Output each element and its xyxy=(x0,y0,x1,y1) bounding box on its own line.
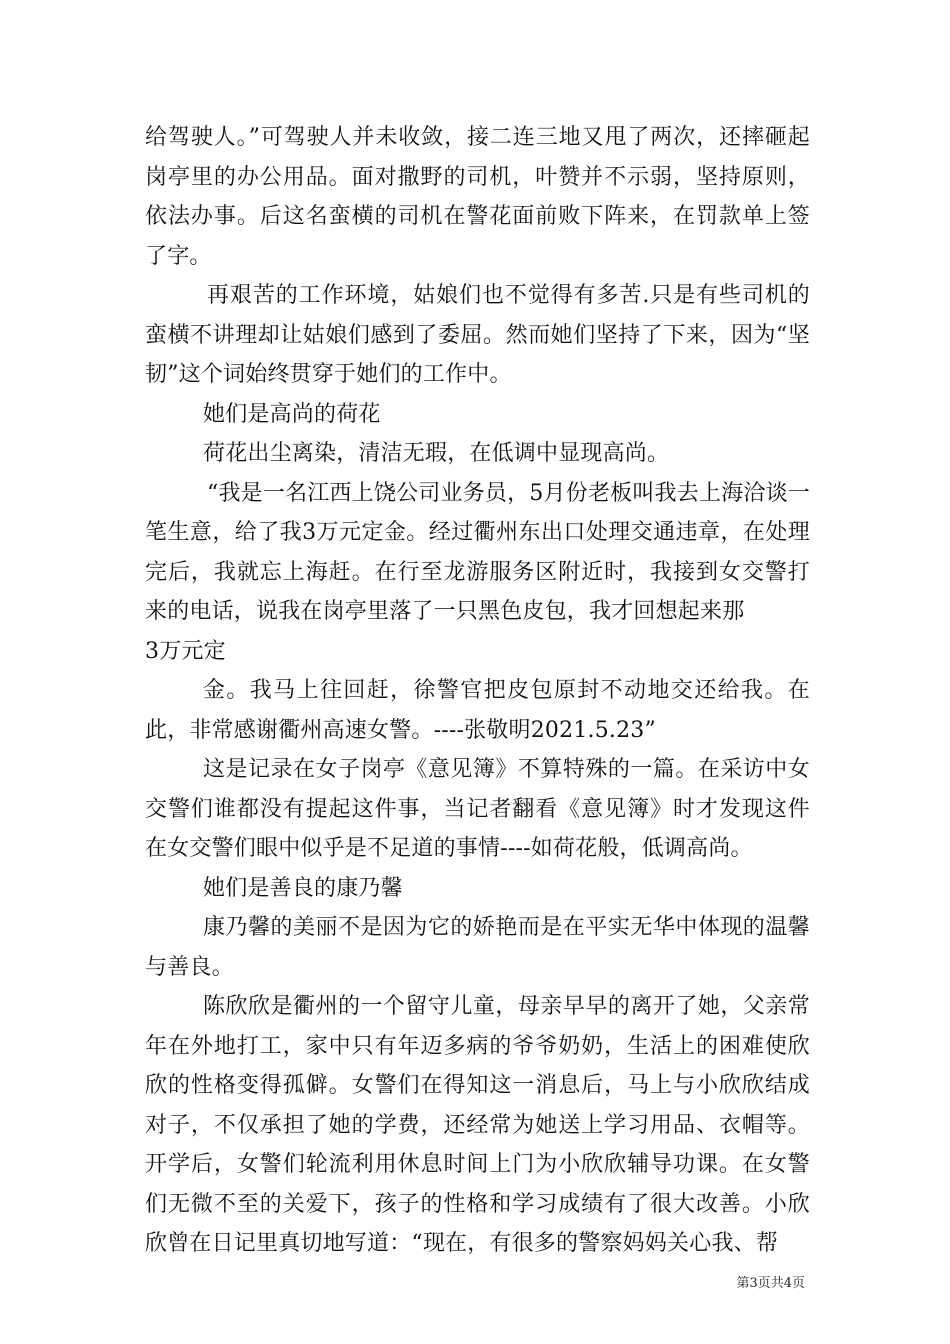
paragraph-lotus-intro: 荷花出尘离染，清洁无瑕，在低调中显现高尚。 xyxy=(203,441,670,466)
section-heading-lotus: 她们是高尚的荷花 xyxy=(203,401,381,427)
section-heading-carnation: 她们是善良的康乃馨 xyxy=(203,875,403,901)
page-number: 第3页共4页 xyxy=(736,1276,805,1291)
paragraph-hardship: 再艰苦的工作环境，姑娘们也不觉得有多苦.只是有些司机的蛮横不讲理却让姑娘们感到了委屈。然而她们坚持了下来，因为“坚韧”这个词始终贯穿于她们的工作中。 xyxy=(145,283,810,387)
paragraph-carnation-intro: 康乃馨的美丽不是因为它的娇艳而是在平实无华中体现的温馨与善良。 xyxy=(145,915,810,980)
document-body xyxy=(145,118,810,1264)
paragraph-continuation: 给驾驶人。”可驾驶人并未收敛，接二连三地又甩了两次，还摔砸起岗亭里的办公用品。面对撒野的司机，叶赞并不示弱，坚持原则，依法办事。后这名蛮横的司机在警花面前败下阵来，在罚款单上签了字。 xyxy=(145,125,810,269)
paragraph-opinion-book: 这是记录在女子岗亭《意见簿》不算特殊的一篇。在采访中女交警们谁都没有提起这件事，当记者翻看《意见簿》时才发现这件在女交警们眼中似乎是不足道的事情----如荷花般，低调高尚。 xyxy=(145,757,810,861)
paragraph-letter-fragment: 3万元定 xyxy=(145,638,226,664)
paragraph-letter-end: 金。我马上往回赶，徐警官把皮包原封不动地交还给我。在此，非常感谢衢州高速女警。----张敬明2021.5.23” xyxy=(145,678,810,743)
paragraph-letter-quote: “我是一名江西上饶公司业务员，5月份老板叫我去上海洽谈一笔生意，给了我3万元定金。经过衢州东出口处理交通违章，在处理完后，我就忘上海赶。在行至龙游服务区附近时，我接到女交警打来的电话，说我在岗亭里落了一只黑色皮包，我才回想起来那 xyxy=(145,480,810,624)
paragraph-left-behind-child: 陈欣欣是衢州的一个留守儿童，母亲早早的离开了她，父亲常年在外地打工，家中只有年迈多病的爷爷奶奶，生活上的困难使欣欣的性格变得孤僻。女警们在得知这一消息后，马上与小欣欣结成对子，不仅承担了她的学费，还经常为她送上学习用品、衣帽等。开学后，女警们轮流利用休息时间上门为小欣欣辅导功课。在女警们无微不至的关爱下，孩子的性格和学习成绩有了很大改善。小欣欣曾在日记里真切地写道：“现在，有很多的警察妈妈关心我、帮 xyxy=(145,994,810,1256)
